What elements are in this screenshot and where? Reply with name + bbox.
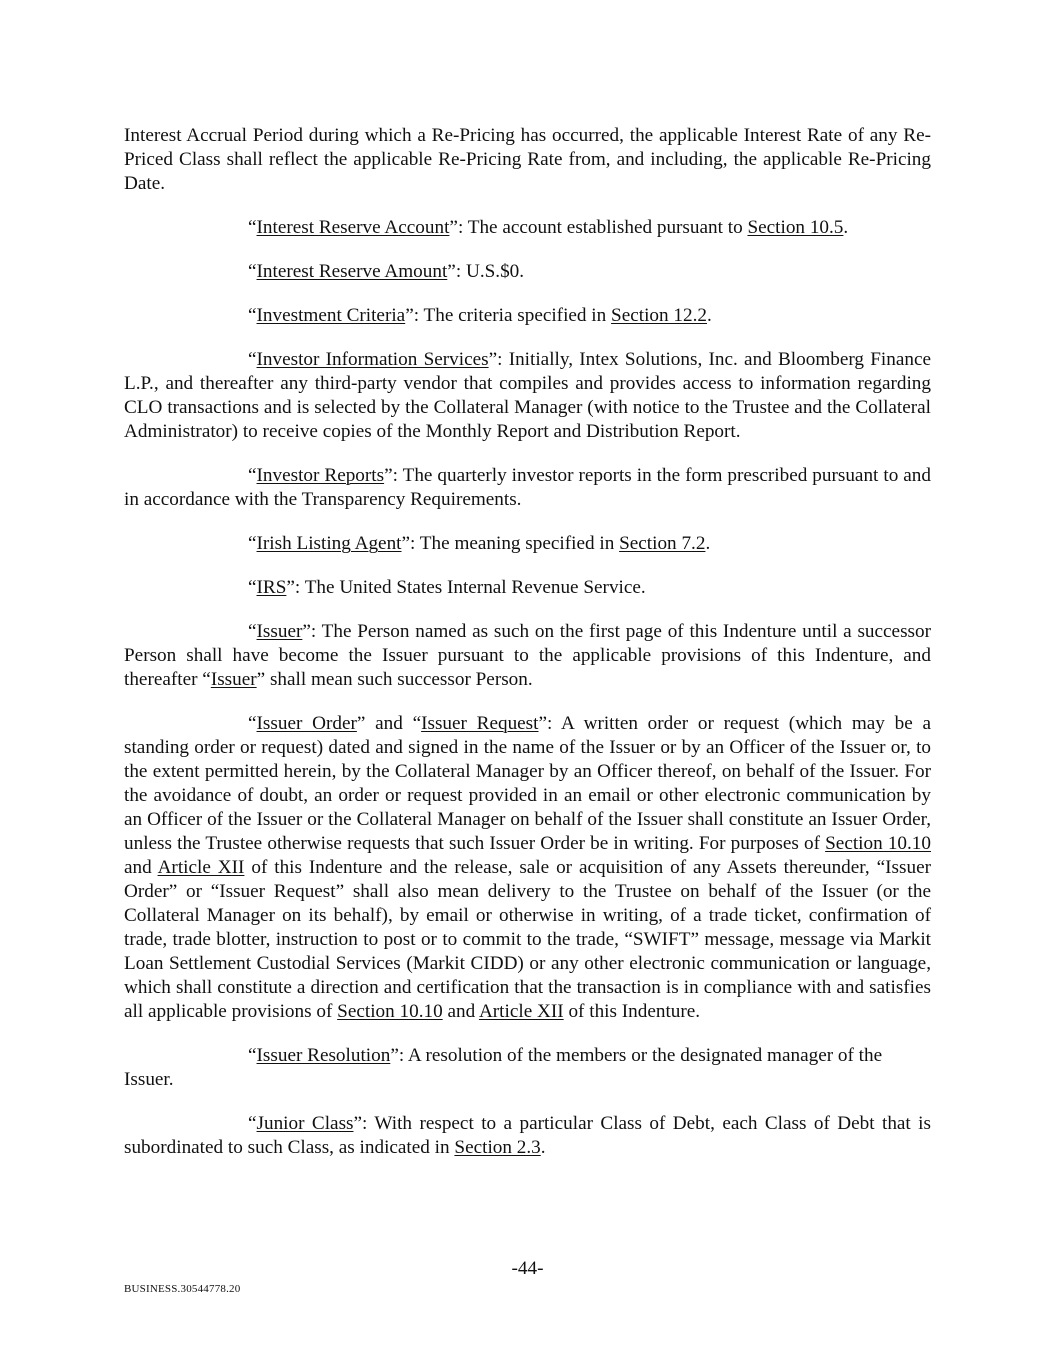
definition-issuer-resolution: “Issuer Resolution”: A resolution of the members or the designated manager of the <box>248 1045 883 1066</box>
defined-term: Issuer <box>256 621 303 642</box>
defined-term: Issuer Order <box>256 713 357 734</box>
section-reference: Section 12.2 <box>611 305 707 326</box>
defined-term: Investment Criteria <box>256 305 406 326</box>
article-reference-2: Article XII <box>478 1001 564 1022</box>
section-reference: Section 2.3 <box>454 1137 541 1158</box>
document-body <box>124 124 931 1180</box>
defined-term: Investor Information Services <box>256 349 489 370</box>
definition-investor-information-services: “Investor Information Services”: Initially, Intex Solutions, Inc. and Bloomberg Finance L.P., and thereafter any third-party vendor that compiles and provides access to information regarding CLO transactions and is selected by the Collateral Manager (with notice to the Trustee and the Collateral Administrator) to receive copies of the Monthly Report and Distribution Report. <box>124 349 931 442</box>
section-reference: Section 7.2 <box>619 533 706 554</box>
definition-end: . <box>843 217 849 238</box>
defined-term-second: Issuer Request <box>421 713 539 734</box>
definition-end: ” shall mean such successor Person. <box>256 669 533 690</box>
definition-junior-class: “Junior Class”: With respect to a particular Class of Debt, each Class of Debt that is subordinated to such Class, as indicated in Section 2.3. <box>124 1113 931 1158</box>
definition-text: : The criteria specified in <box>413 305 612 326</box>
defined-term: Investor Reports <box>256 465 385 486</box>
defined-term: Issuer Resolution <box>256 1045 391 1066</box>
section-reference-2: Section 10.10 <box>337 1001 443 1022</box>
document-id: BUSINESS.30544778.20 <box>124 1283 241 1295</box>
term-conjunction: ” and “ <box>356 713 422 734</box>
defined-term: Junior Class <box>256 1113 354 1134</box>
definition-text: : With respect to a particular Class of Debt, each Class of Debt that is subordinated to such Class, as indicated in <box>124 1113 931 1158</box>
definition-text-4: and <box>442 1001 479 1022</box>
definition-issuer: “Issuer”: The Person named as such on the first page of this Indenture until a successor Person shall have become the Issuer pursuant to the applicable provisions of this Indenture, and thereafter “Issuer” shall mean such successor Person. <box>124 621 931 690</box>
definition-text: : The United States Internal Revenue Service. <box>294 577 646 598</box>
definition-end: of this Indenture. <box>563 1001 701 1022</box>
definition-end: . <box>540 1137 546 1158</box>
definition-end: . <box>705 533 711 554</box>
defined-term: Irish Listing Agent <box>256 533 402 554</box>
definition-text: : U.S.$0. <box>455 261 525 282</box>
definition-text-3: of this Indenture and the release, sale or acquisition of any Assets thereunder, “Issuer Order” or “Issuer Request” shall also mean delivery to the Trustee on behalf of the Issuer (or the Collateral Manager on its behalf), by email or otherwise in writing, of a trade ticket, confirmation of trade, trade blotter, instruction to post or to commit to the trade, “SWIFT” message, message via Markit Loan Settlement Custodial Services (Markit CIDD) or any other electronic communication or language, which shall constitute a direction and certification that the transaction is in compliance with and satisfies all applicable provisions of <box>124 857 931 1022</box>
definition-investor-reports: “Investor Reports”: The quarterly investor reports in the form prescribed pursuant to and in accordance with the Transparency Requirements. <box>124 465 931 510</box>
definition-interest-reserve-amount: “Interest Reserve Amount”: U.S.$0. <box>248 261 525 282</box>
definition-text: : The meaning specified in <box>410 533 620 554</box>
definition-text-2: and <box>124 857 158 878</box>
page-number: -44- <box>511 1258 544 1279</box>
definition-irs: “IRS”: The United States Internal Revenue Service. <box>248 577 646 598</box>
definition-text: : Initially, Intex Solutions, Inc. and Bloomberg Finance L.P., and thereafter any third-party vendor that compiles and provides access to information regarding CLO transactions and is selected by the Collateral Manager (with notice to the Trustee and the Collateral Administrator) to receive copies of the Monthly Report and Distribution Report. <box>124 349 931 442</box>
definition-end: . <box>706 305 712 326</box>
intro-paragraph <box>124 124 931 196</box>
definition-irish-listing-agent: “Irish Listing Agent”: The meaning specified in Section 7.2. <box>248 533 711 554</box>
definition-issuer-order: “Issuer Order” and “Issuer Request”: A written order or request (which may be a standing order or request) dated and signed in the name of the Issuer or by an Officer of the Issuer or, to the extent permitted herein, by the Collateral Manager by an Officer thereof, on behalf of the Issuer. For the avoidance of doubt, an order or request provided in an email or other electronic communication by an Officer of the Issuer or the Collateral Manager on behalf of the Issuer shall constitute an Issuer Order, unless the Trustee otherwise requests that such Issuer Order be in writing. For purposes of Section 10.10 and Article XII of this Indenture and the release, sale or acquisition of any Assets thereunder, “Issuer Order” or “Issuer Request” shall also mean delivery to the Trustee on behalf of the Issuer (or the Collateral Manager on its behalf), by email or otherwise in writing, of a trade ticket, confirmation of trade, trade blotter, instruction to post or to commit to the trade, “SWIFT” message, message via Markit Loan Settlement Custodial Services (Markit CIDD) or any other electronic communication or language, which shall constitute a direction and certification that the transaction is in compliance with and satisfies all applicable provisions of Section 10.10 and Article XII of this Indenture. <box>124 713 931 1022</box>
article-reference: Article XII <box>157 857 245 878</box>
definition-text: : A written order or request (which may be a standing order or request) dated and signed in the name of the Issuer or by an Officer of the Issuer or, to the extent permitted herein, by the Collateral Manager by an Officer thereof, on behalf of the Issuer. For the avoidance of doubt, an order or request provided in an email or other electronic communication by an Officer of the Issuer or the Collateral Manager on behalf of the Issuer shall constitute an Issuer Order, unless the Trustee otherwise requests that such Issuer Order be in writing. For purposes of <box>124 713 931 854</box>
definition-text: : The Person named as such on the first page of this Indenture until a successor Person shall have become the Issuer pursuant to the applicable provisions of this Indenture, and thereafter “ <box>124 621 931 690</box>
intro-text: Interest Accrual Period during which a Re-Pricing has occurred, the applicable Interest Rate of any Re-Priced Class shall reflect the applicable Re-Pricing Rate from, and including, the applicable Re-Pricing Date. <box>124 125 931 194</box>
defined-term: IRS <box>256 577 287 598</box>
definition-investment-criteria: “Investment Criteria”: The criteria specified in Section 12.2. <box>248 305 712 326</box>
defined-term: Interest Reserve Account <box>256 217 450 238</box>
definition-continued-text: Issuer. <box>124 1069 174 1090</box>
definition-text: : The account established pursuant to <box>457 217 748 238</box>
defined-term: Interest Reserve Amount <box>256 261 448 282</box>
section-reference: Section 10.10 <box>825 833 931 854</box>
section-reference: Section 10.5 <box>747 217 844 238</box>
definition-text: : A resolution of the members or the designated manager of the <box>398 1045 883 1066</box>
definition-issuer-resolution-continued <box>124 1068 931 1092</box>
definition-interest-reserve-account: “Interest Reserve Account”: The account established pursuant to Section 10.5. <box>248 217 849 238</box>
definition-text: : The quarterly investor reports in the form prescribed pursuant to and in accordance with the Transparency Requirements. <box>124 465 931 510</box>
defined-term-repeat: Issuer <box>210 669 257 690</box>
